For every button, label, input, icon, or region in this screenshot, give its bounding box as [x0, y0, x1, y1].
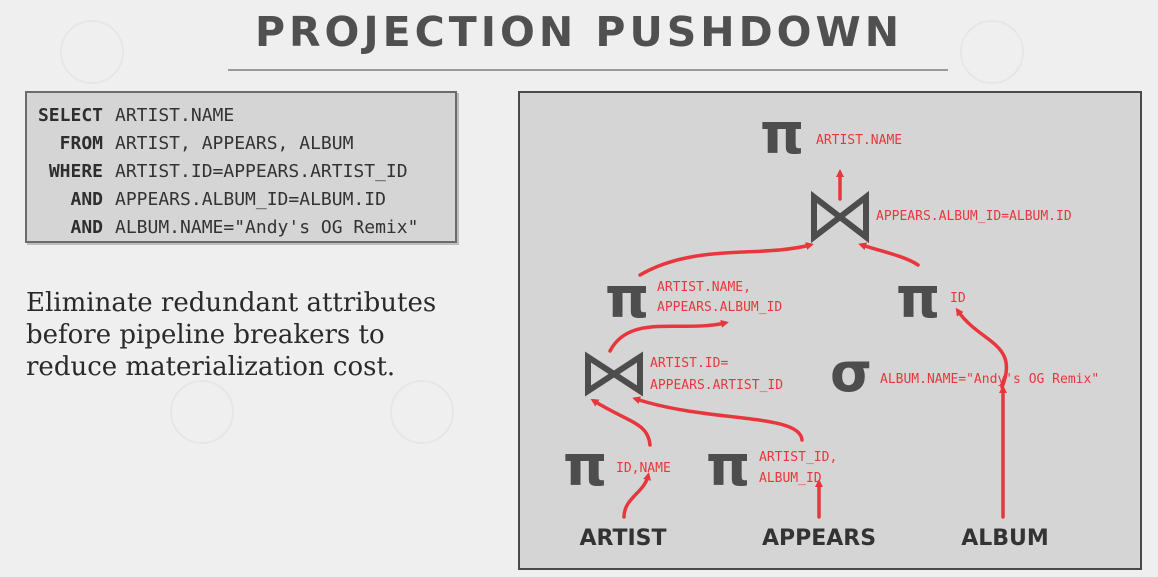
selection-label: ALBUM.NAME="Andy's OG Remix"	[880, 372, 1100, 387]
lower-join-label: ARTIST.ID=	[650, 356, 729, 371]
query-plan-diagram	[518, 91, 1142, 570]
top-projection-label: ARTIST.NAME	[816, 133, 903, 148]
join-operator	[588, 357, 640, 391]
table-appears: APPEARS	[761, 526, 877, 551]
page-title: PROJECTION PUSHDOWN	[254, 8, 904, 56]
sql-line	[27, 186, 455, 214]
table-album: ALBUM	[961, 526, 1049, 551]
sql-clause: ARTIST.NAME	[115, 105, 235, 126]
sql-clause: ARTIST.ID=APPEARS.ARTIST_ID	[115, 161, 408, 182]
mid-projection-label: APPEARS.ALBUM_ID	[657, 300, 783, 315]
projection-symbol: π	[563, 434, 608, 499]
description-line: Eliminate redundant attributes	[26, 288, 437, 318]
sql-line	[27, 158, 455, 186]
appears-projection-label: ALBUM_ID	[759, 471, 822, 486]
table-artist: ARTIST	[579, 526, 667, 551]
background-ornament	[390, 380, 454, 444]
edge-arrow	[862, 245, 918, 265]
top-join-label: APPEARS.ALBUM_ID=ALBUM.ID	[876, 209, 1072, 224]
sql-keyword: WHERE	[48, 161, 103, 182]
projection-symbol: π	[706, 434, 751, 499]
sql-line	[27, 102, 455, 130]
sql-clause: ARTIST, APPEARS, ALBUM	[115, 133, 354, 154]
sql-query-box	[25, 91, 457, 243]
sql-keyword: AND	[70, 217, 103, 238]
sql-clause: APPEARS.ALBUM_ID=ALBUM.ID	[115, 189, 386, 210]
mid-projection-label: ARTIST.NAME,	[657, 280, 751, 295]
title-underline	[228, 69, 948, 71]
selection-symbol: σ	[830, 341, 873, 404]
album-projection-label: ID	[950, 291, 966, 306]
sql-keyword: AND	[70, 189, 103, 210]
background-ornament	[170, 380, 234, 444]
edge-arrow	[640, 245, 810, 275]
artist-projection-label: ID,NAME	[616, 461, 671, 476]
description-line: before pipeline breakers to	[26, 320, 385, 350]
sql-clause: ALBUM.NAME="Andy's OG Remix"	[115, 217, 419, 238]
sql-line	[27, 214, 455, 242]
lower-join-label: APPEARS.ARTIST_ID	[650, 378, 784, 393]
sql-keyword: SELECT	[37, 105, 103, 126]
sql-line	[27, 130, 455, 158]
description-text	[26, 287, 466, 383]
appears-projection-label: ARTIST_ID,	[759, 450, 838, 465]
projection-symbol: π	[760, 102, 805, 167]
sql-keyword: FROM	[59, 133, 103, 154]
join-operator	[814, 197, 866, 237]
projection-symbol: π	[605, 266, 650, 331]
edge-arrow	[624, 476, 648, 517]
projection-symbol: π	[896, 266, 941, 331]
description-line: reduce materialization cost.	[26, 352, 396, 382]
